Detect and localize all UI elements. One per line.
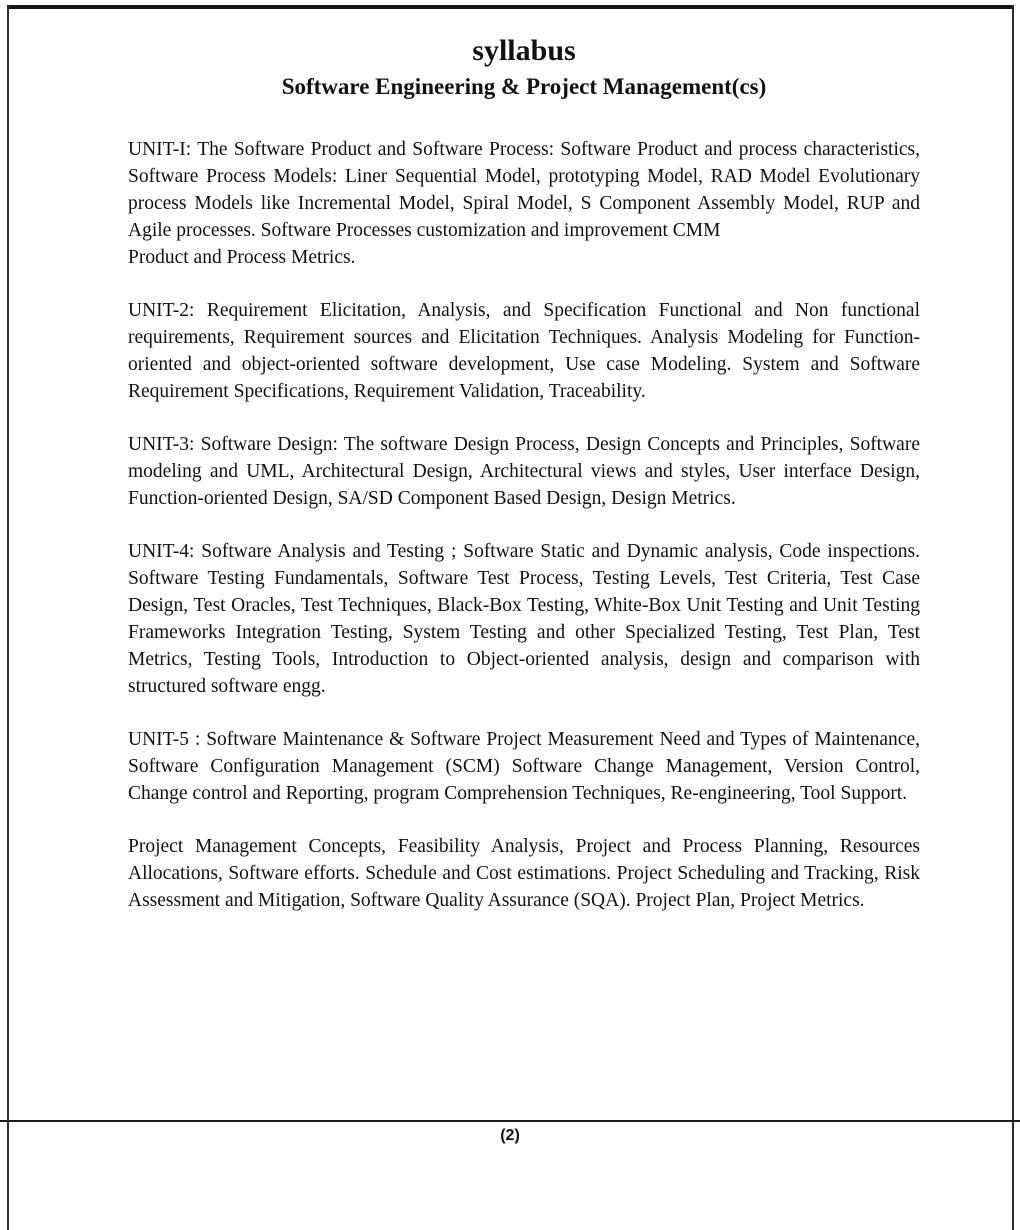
unit-1-paragraph — [128, 136, 920, 271]
unit-3-paragraph: UNIT-3: Software Design: The software Design Process, Design Concepts and Principles, Software modeling and UML, Architectural Design, Architectural views and styles, User interface Design, Function-oriented Design, SA/SD Component Based Design, Design Metrics. — [128, 434, 920, 509]
unit-1-text: UNIT-I: The Software Product and Software Process: Software Product and process characteristics, Software Process Models: Liner Sequential Model, prototyping Model, RAD Model Evolutionary process Models like Incremental Model, Spiral Model, S Component Assembly Model, RUP and Agile processes. Software Processes customization and improvement CMM — [128, 139, 920, 241]
footer-divider-line — [0, 1120, 1020, 1122]
syllabus-body — [128, 136, 920, 914]
page-number: (2) — [500, 1127, 520, 1144]
unit-2-paragraph: UNIT-2: Requirement Elicitation, Analysis, and Specification Functional and Non functional requirements, Requirement sources and Elicitation Techniques. Analysis Modeling for Function-oriented and object-oriented software development, Use case Modeling. System and Software Requirement Specifications, Requirement Validation, Traceability. — [128, 300, 920, 402]
unit-5-paragraph: UNIT-5 : Software Maintenance & Software Project Measurement Need and Types of Maintenance, Software Configuration Management (SCM) Software Change Management, Version Control, Change control and Reporting, program Comprehension Techniques, Re-engineering, Tool Support. — [128, 729, 920, 804]
project-management-paragraph: Project Management Concepts, Feasibility Analysis, Project and Process Planning, Resources Allocations, Software efforts. Schedule and Cost estimations. Project Scheduling and Tracking, Risk Assessment and Mitigation, Software Quality Assurance (SQA). Project Plan, Project Metrics. — [128, 836, 920, 911]
unit-1-metrics-line: Product and Process Metrics. — [128, 247, 356, 268]
unit-4-paragraph: UNIT-4: Software Analysis and Testing ; Software Static and Dynamic analysis, Code inspections. Software Testing Fundamentals, Software Test Process, Testing Levels, Test Criteria, Test Case Design, Test Oracles, Test Techniques, Black-Box Testing, White-Box Unit Testing and Unit Testing Frameworks Integration Testing, System Testing and other Specialized Testing, Test Plan, Test Metrics, Testing Tools, Introduction to Object-oriented analysis, design and comparison with structured software engg. — [128, 541, 920, 697]
document-subtitle: Software Engineering & Project Management(cs) — [281, 74, 767, 99]
page-content — [128, 34, 920, 940]
page-border-left — [7, 5, 9, 1230]
page-border-top — [7, 5, 1014, 9]
document-title: syllabus — [472, 34, 576, 67]
page-footer — [0, 1120, 1020, 1145]
page-border-right — [1012, 5, 1014, 1230]
